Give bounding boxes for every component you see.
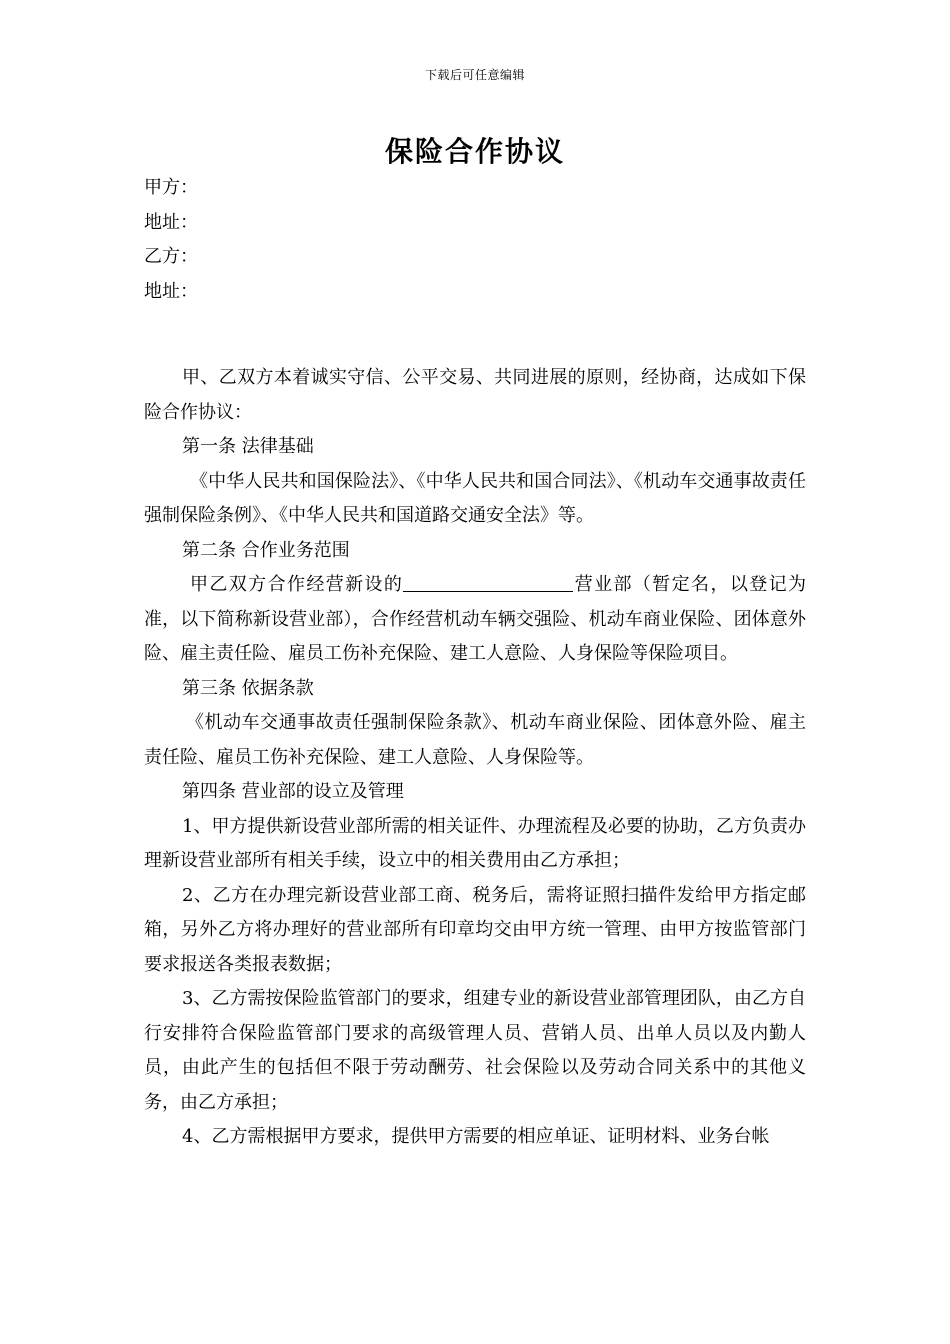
article-2-body-before: 甲乙双方合作经营新设的 <box>190 574 404 595</box>
article-4-item-2: 2、乙方在办理完新设营业部工商、税务后，需将证照扫描件发给甲方指定邮箱，另外乙方将办理好的营业部所有印章均交由甲方统一管理、由甲方按监管部门要求报送各类报表数据； <box>144 884 806 975</box>
article-2-heading: 第二条 合作业务范围 <box>182 539 350 561</box>
article-3-body: 《机动车交通事故责任强制保险条款》、机动车商业保险、团体意外险、雇主责任险、雇员工伤补充保险、建工人意险、人身保险等。 <box>144 712 806 768</box>
article-4-item-4: 4、乙方需根据甲方要求，提供甲方需要的相应单证、证明材料、业务台帐 <box>182 1126 770 1147</box>
blank-field-underline <box>403 571 573 592</box>
article-3-heading: 第三条 依据条款 <box>182 677 314 699</box>
article-1-heading: 第一条 法律基础 <box>182 436 314 457</box>
header-note: 下载后可任意编辑 <box>424 68 525 82</box>
party-a-address-line: 地址： <box>144 211 198 233</box>
intro-paragraph: 甲、乙双方本着诚实守信、公平交易、共同进展的原则，经协商，达成如下保险合作协议： <box>144 367 806 423</box>
article-2-body <box>144 568 806 672</box>
article-4-heading: 第四条 营业部的设立及管理 <box>182 781 404 802</box>
article-2-body-after: 营业部（暂定名，以登记为准，以下简称新设营业部），合作经营机动车辆交强险、机动车商业保险、团体意外险、雇主责任险、雇员工伤补充保险、建工人意险、人身保险等保险项目。 <box>144 574 807 664</box>
party-a-line: 甲方： <box>144 177 198 198</box>
spacer <box>144 309 806 361</box>
article-4-item-1: 1、甲方提供新设营业部所需的相关证件、办理流程及必要的协助，乙方负责办理新设营业部所有相关手续，设立中的相关费用由乙方承担； <box>144 815 806 871</box>
document-title: 保险合作协议 <box>384 135 565 168</box>
article-1-body: 《中华人民共和国保险法》、《中华人民共和国合同法》、《机动车交通事故责任强制保险条例》、《中华人民共和国道路交通安全法》等。 <box>144 470 806 526</box>
party-b-address-line: 地址： <box>144 280 198 302</box>
article-4-item-3: 3、乙方需按保险监管部门的要求，组建专业的新设营业部管理团队，由乙方自行安排符合保险监管部门要求的高级管理人员、营销人员、出单人员以及内勤人员，由此产生的包括但不限于劳动酬劳、社会保险以及劳动合同关系中的其他义务，由乙方承担； <box>144 988 806 1113</box>
party-b-line: 乙方： <box>144 246 198 267</box>
document-body <box>144 171 806 1155</box>
